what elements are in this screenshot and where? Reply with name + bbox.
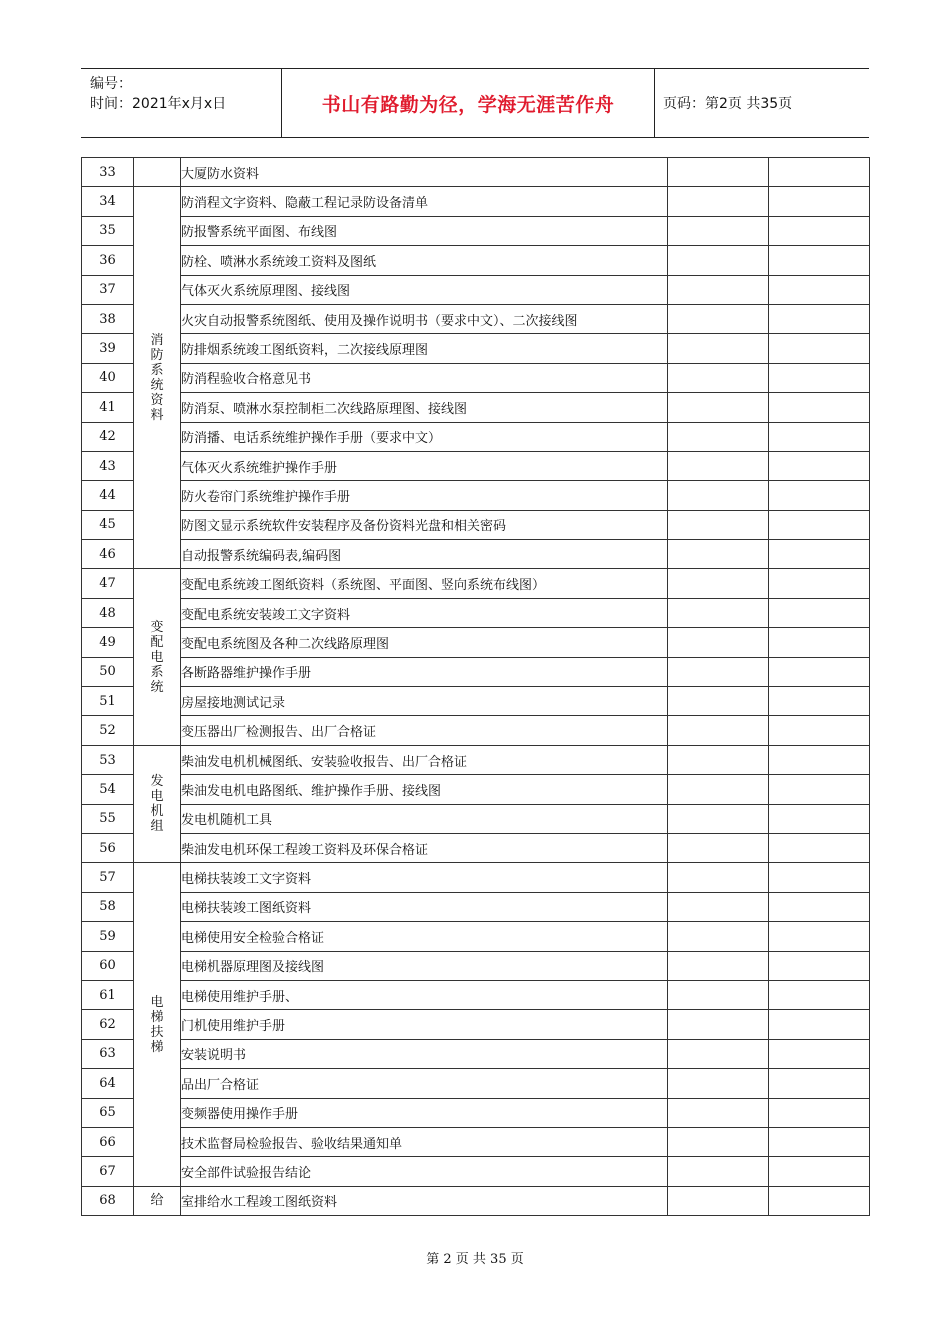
row-description: 防报警系统平面图、布线图 — [181, 216, 668, 245]
row-number: 65 — [82, 1098, 134, 1127]
row-description: 自动报警系统编码表,编码图 — [181, 540, 668, 569]
row-description: 防排烟系统竣工图纸资料，二次接线原理图 — [181, 334, 668, 363]
row-description: 气体灭火系统维护操作手册 — [181, 451, 668, 480]
blank-cell — [668, 158, 769, 187]
row-description: 安装说明书 — [181, 1039, 668, 1068]
blank-cell — [769, 745, 870, 774]
row-number: 36 — [82, 246, 134, 275]
blank-cell — [769, 246, 870, 275]
category-generator — [134, 745, 181, 863]
blank-cell — [769, 922, 870, 951]
row-description: 柴油发电机电路图纸、维护操作手册、接线图 — [181, 775, 668, 804]
row-number: 56 — [82, 833, 134, 862]
row-description: 火灾自动报警系统图纸、使用及操作说明书（要求中文）、二次接线图 — [181, 304, 668, 333]
row-description: 各断路器维护操作手册 — [181, 657, 668, 686]
blank-cell — [769, 1039, 870, 1068]
blank-cell — [769, 833, 870, 862]
blank-cell — [668, 833, 769, 862]
category-label: 给 — [150, 1193, 164, 1209]
row-number: 57 — [82, 863, 134, 892]
row-description: 品出厂合格证 — [181, 1069, 668, 1098]
blank-cell — [668, 628, 769, 657]
row-number: 42 — [82, 422, 134, 451]
table-row — [82, 833, 870, 862]
category-cell — [134, 158, 181, 187]
category-label: 电梯扶梯 — [150, 994, 164, 1055]
row-description: 房屋接地测试记录 — [181, 687, 668, 716]
blank-cell — [668, 510, 769, 539]
page-footer: 第 2 页 共 35 页 — [426, 1252, 524, 1267]
category-label: 变配电系统 — [150, 619, 164, 695]
blank-cell — [769, 1186, 870, 1215]
header-divider — [654, 69, 655, 137]
blank-cell — [668, 1039, 769, 1068]
row-description: 室排给水工程竣工图纸资料 — [181, 1186, 668, 1215]
blank-cell — [769, 980, 870, 1009]
row-number: 68 — [82, 1186, 134, 1215]
row-description: 防消泵、喷淋水泵控制柜二次线路原理图、接线图 — [181, 393, 668, 422]
blank-cell — [668, 304, 769, 333]
row-number: 54 — [82, 775, 134, 804]
table-row — [82, 158, 870, 187]
table-row — [82, 451, 870, 480]
row-number: 63 — [82, 1039, 134, 1068]
row-number: 61 — [82, 980, 134, 1009]
row-description: 变频器使用操作手册 — [181, 1098, 668, 1127]
row-description: 大厦防水资料 — [181, 158, 668, 187]
row-number: 43 — [82, 451, 134, 480]
row-number: 39 — [82, 334, 134, 363]
table-row — [82, 863, 870, 892]
row-description: 变配电系统竣工图纸资料（系统图、平面图、竖向系统布线图） — [181, 569, 668, 598]
blank-cell — [668, 569, 769, 598]
blank-cell — [769, 540, 870, 569]
blank-cell — [668, 334, 769, 363]
row-number: 44 — [82, 481, 134, 510]
blank-cell — [769, 1069, 870, 1098]
table-row — [82, 569, 870, 598]
document-table — [81, 157, 870, 1216]
header-meta — [81, 69, 281, 137]
header-motto: 书山有路勤为径，学海无涯苦作舟 — [321, 93, 615, 116]
row-description: 电梯扶装竣工图纸资料 — [181, 892, 668, 921]
category-fire — [134, 187, 181, 569]
blank-cell — [668, 1069, 769, 1098]
row-description: 气体灭火系统原理图、接线图 — [181, 275, 668, 304]
category-water — [134, 1186, 181, 1215]
row-number: 33 — [82, 158, 134, 187]
blank-cell — [769, 569, 870, 598]
row-description: 防栓、喷淋水系统竣工资料及图纸 — [181, 246, 668, 275]
blank-cell — [769, 275, 870, 304]
table-row — [82, 1039, 870, 1068]
blank-cell — [769, 304, 870, 333]
blank-cell — [668, 1098, 769, 1127]
row-description: 电梯扶装竣工文字资料 — [181, 863, 668, 892]
blank-cell — [769, 187, 870, 216]
row-description: 防消播、电话系统维护操作手册（要求中文） — [181, 422, 668, 451]
row-number: 40 — [82, 363, 134, 392]
table-row — [82, 892, 870, 921]
table-row — [82, 1186, 870, 1215]
row-description: 变配电系统安装竣工文字资料 — [181, 598, 668, 627]
blank-cell — [769, 804, 870, 833]
row-number: 51 — [82, 687, 134, 716]
blank-cell — [769, 422, 870, 451]
blank-cell — [668, 216, 769, 245]
row-description: 防消程验收合格意见书 — [181, 363, 668, 392]
row-number: 55 — [82, 804, 134, 833]
row-number: 38 — [82, 304, 134, 333]
blank-cell — [668, 246, 769, 275]
table-row — [82, 510, 870, 539]
blank-cell — [769, 775, 870, 804]
row-number: 34 — [82, 187, 134, 216]
table-row — [82, 246, 870, 275]
row-description: 发电机随机工具 — [181, 804, 668, 833]
category-label: 发电机组 — [150, 774, 164, 835]
table-row — [82, 628, 870, 657]
blank-cell — [668, 481, 769, 510]
row-number: 59 — [82, 922, 134, 951]
category-label: 消防系统资料 — [150, 332, 164, 423]
row-description: 电梯使用维护手册、 — [181, 980, 668, 1009]
blank-cell — [668, 687, 769, 716]
document-number-label: 编号： — [90, 76, 132, 92]
row-number: 53 — [82, 745, 134, 774]
row-number: 67 — [82, 1157, 134, 1186]
table-row — [82, 422, 870, 451]
row-number: 46 — [82, 540, 134, 569]
blank-cell — [668, 716, 769, 745]
blank-cell — [668, 1127, 769, 1156]
blank-cell — [668, 451, 769, 480]
blank-cell — [668, 1186, 769, 1215]
table-row — [82, 687, 870, 716]
row-description: 门机使用维护手册 — [181, 1010, 668, 1039]
row-number: 41 — [82, 393, 134, 422]
table-row — [82, 980, 870, 1009]
blank-cell — [668, 187, 769, 216]
table-row — [82, 275, 870, 304]
blank-cell — [769, 510, 870, 539]
blank-cell — [769, 334, 870, 363]
table-row — [82, 922, 870, 951]
table-row — [82, 804, 870, 833]
blank-cell — [769, 216, 870, 245]
table-row — [82, 187, 870, 216]
row-number: 35 — [82, 216, 134, 245]
row-number: 50 — [82, 657, 134, 686]
blank-cell — [668, 892, 769, 921]
table-row — [82, 1127, 870, 1156]
row-number: 45 — [82, 510, 134, 539]
table-row — [82, 716, 870, 745]
blank-cell — [668, 422, 769, 451]
blank-cell — [769, 481, 870, 510]
document-time: 时间：2021年x月x日 — [90, 96, 227, 112]
row-description: 柴油发电机环保工程竣工资料及环保合格证 — [181, 833, 668, 862]
blank-cell — [769, 393, 870, 422]
table-row — [82, 1010, 870, 1039]
blank-cell — [668, 775, 769, 804]
table-row — [82, 657, 870, 686]
blank-cell — [668, 951, 769, 980]
blank-cell — [769, 1098, 870, 1127]
row-number: 37 — [82, 275, 134, 304]
blank-cell — [769, 892, 870, 921]
category-elevator — [134, 863, 181, 1186]
table-row — [82, 304, 870, 333]
table-row — [82, 216, 870, 245]
table-row — [82, 363, 870, 392]
blank-cell — [668, 598, 769, 627]
page-header — [81, 68, 869, 138]
row-number: 47 — [82, 569, 134, 598]
blank-cell — [769, 863, 870, 892]
row-number: 58 — [82, 892, 134, 921]
row-description: 防火卷帘门系统维护操作手册 — [181, 481, 668, 510]
row-description: 安全部件试验报告结论 — [181, 1157, 668, 1186]
blank-cell — [769, 451, 870, 480]
row-number: 49 — [82, 628, 134, 657]
blank-cell — [769, 363, 870, 392]
table-row — [82, 951, 870, 980]
header-page-info: 页码：第2页 共35页 — [663, 96, 793, 112]
row-description: 电梯机器原理图及接线图 — [181, 951, 668, 980]
blank-cell — [769, 628, 870, 657]
table-row — [82, 745, 870, 774]
blank-cell — [769, 687, 870, 716]
table-row — [82, 775, 870, 804]
row-description: 柴油发电机机械图纸、安装验收报告、出厂合格证 — [181, 745, 668, 774]
blank-cell — [668, 980, 769, 1009]
blank-cell — [769, 1157, 870, 1186]
table-row — [82, 540, 870, 569]
row-description: 变配电系统图及各种二次线路原理图 — [181, 628, 668, 657]
blank-cell — [668, 922, 769, 951]
category-power — [134, 569, 181, 745]
blank-cell — [769, 657, 870, 686]
row-number: 64 — [82, 1069, 134, 1098]
row-number: 48 — [82, 598, 134, 627]
blank-cell — [668, 745, 769, 774]
row-description: 电梯使用安全检验合格证 — [181, 922, 668, 951]
row-description: 变压器出厂检测报告、出厂合格证 — [181, 716, 668, 745]
blank-cell — [668, 1157, 769, 1186]
blank-cell — [769, 1127, 870, 1156]
table-row — [82, 334, 870, 363]
blank-cell — [668, 275, 769, 304]
blank-cell — [769, 158, 870, 187]
table-row — [82, 1098, 870, 1127]
row-number: 52 — [82, 716, 134, 745]
blank-cell — [668, 657, 769, 686]
row-description: 技术监督局检验报告、验收结果通知单 — [181, 1127, 668, 1156]
blank-cell — [668, 363, 769, 392]
row-description: 防图文显示系统软件安装程序及备份资料光盘和相关密码 — [181, 510, 668, 539]
blank-cell — [668, 804, 769, 833]
table-row — [82, 393, 870, 422]
row-description: 防消程文字资料、隐蔽工程记录防设备清单 — [181, 187, 668, 216]
blank-cell — [668, 540, 769, 569]
blank-cell — [668, 1010, 769, 1039]
table-row — [82, 481, 870, 510]
table-row — [82, 598, 870, 627]
blank-cell — [769, 598, 870, 627]
row-number: 62 — [82, 1010, 134, 1039]
row-number: 66 — [82, 1127, 134, 1156]
blank-cell — [769, 951, 870, 980]
blank-cell — [668, 863, 769, 892]
blank-cell — [769, 1010, 870, 1039]
blank-cell — [668, 393, 769, 422]
table-row — [82, 1157, 870, 1186]
table-row — [82, 1069, 870, 1098]
row-number: 60 — [82, 951, 134, 980]
blank-cell — [769, 716, 870, 745]
